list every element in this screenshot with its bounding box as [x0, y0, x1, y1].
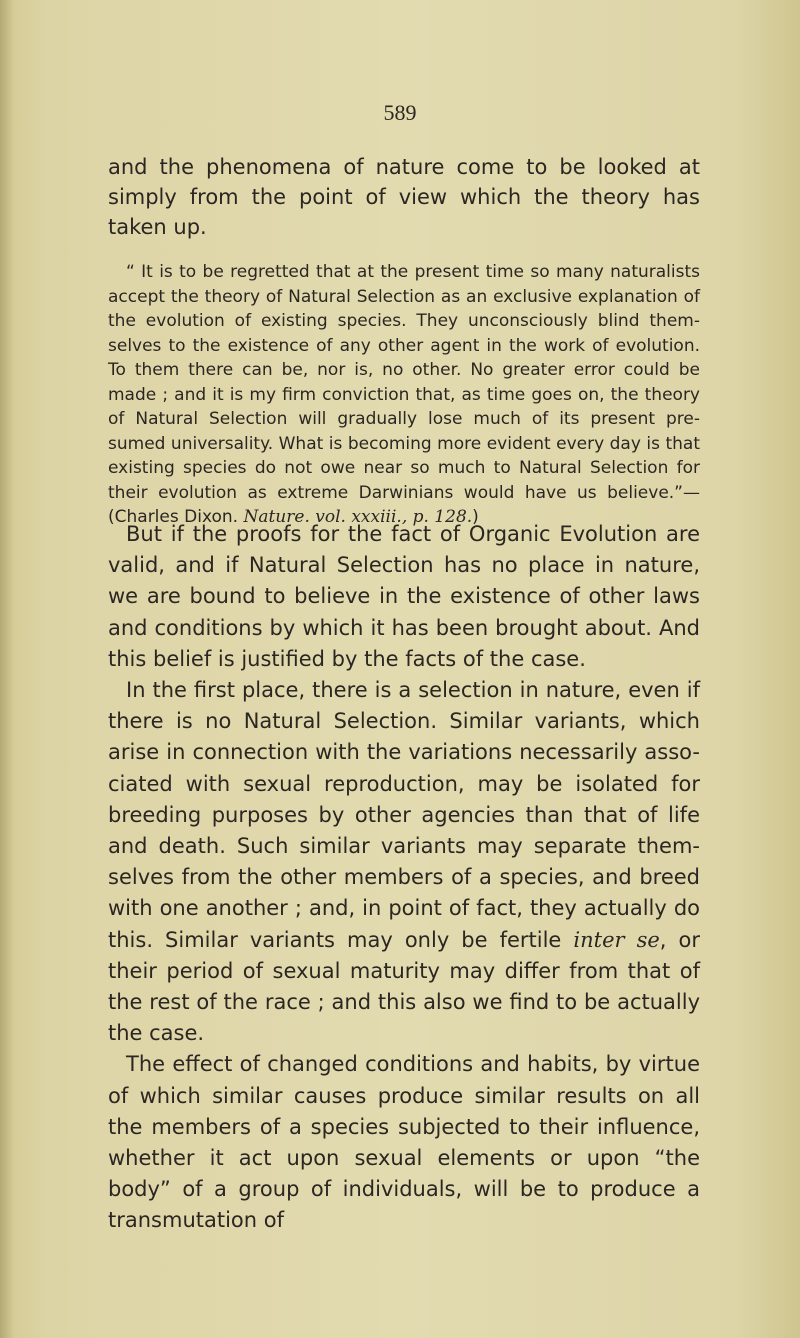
- paragraph-2-text-a: In the first place, there is a selection in nature, even if there is no Natural Selection. Similar variants, which arise in connection with the variations necessarily asso-ciated with sexual reproduction, may be isolated for breeding purposes by other agencies than that of life and death. Such similar variants may separate them-selves from the other members of a species, and breed with one another ; and, in point of fact, they actually do this. Similar variants may only be fertile: [108, 678, 700, 952]
- paragraph-3: The effect of changed conditions and habits, by virtue of which similar causes produce similar results on all the members of a species subjected to their influence, whether it act upon sexual elements or upon “the body” of a group of individuals, will be to produce a transmutation of: [108, 1052, 700, 1233]
- quotation-paragraph: [108, 260, 700, 530]
- page-edge-shadow: [0, 0, 14, 1338]
- main-text: [108, 519, 700, 1237]
- quotation-block: [108, 260, 700, 530]
- quotation-text: “ It is to be regretted that at the present time so many naturalists accept the theory of Natural Selection as an exclusive explanation of the evolution of existing species. They unconsciously blind them-selves to the existence of any other agent in the work of evolution. To them there can be, nor is, no other. No greater error could be made ; and it is my firm conviction that, as time goes on, the theory of Natural Selection will gradually lose much of its present pre-sumed universality. What is becoming more evident every day is that existing species do not owe near so much to Natural Selection for their evolution as extreme Darwinians would have us believe.”—: [108, 262, 700, 503]
- page-number: 589: [383, 100, 417, 125]
- intro-paragraph: [108, 152, 700, 242]
- paragraph-2: [108, 675, 700, 1049]
- paragraph-2-text-b: , or their period of sexual maturity may differ from that of the rest of the race ; and this also we find to be actually the case.: [108, 927, 700, 1046]
- intro-text: and the phenomena of nature come to be looked at simply from the point of view which the theory has taken up.: [108, 155, 700, 239]
- paragraph-1: But if the proofs for the fact of Organic Evolution are valid, and if Natural Selection has no place in nature, we are bound to believe in the existence of other laws and conditions by which it has been brought about. And this belief is justified by the facts of the case.: [108, 522, 700, 671]
- citation-close: ): [472, 507, 479, 527]
- paragraph-2-latin: inter se: [573, 927, 660, 952]
- citation-open: (Charles Dixon.: [108, 507, 244, 527]
- citation-source: Nature. vol. xxxiii., p. 128.: [243, 507, 473, 527]
